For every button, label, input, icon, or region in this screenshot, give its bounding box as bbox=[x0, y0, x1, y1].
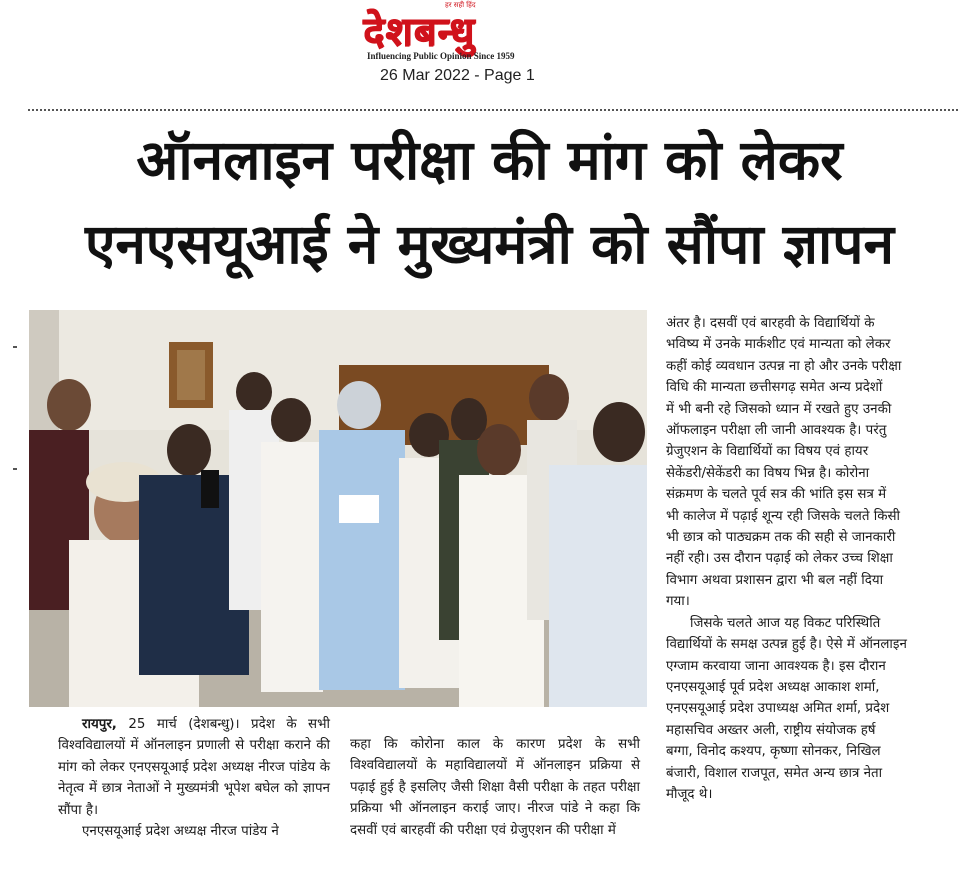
article-line: विधि की मान्यता छत्तीसगढ़ समेत अन्य प्रदेशों bbox=[666, 380, 883, 396]
article-line: मौजूद थे। bbox=[666, 786, 713, 802]
article-line: नहीं रही। उस दौरान पढ़ाई को लेकर उच्च शिक्षा bbox=[666, 551, 893, 567]
group-photo-icon bbox=[29, 310, 647, 707]
article-line: सेकेंडरी/सेकेंडरी का विषय भिन्न है। कोरोना bbox=[666, 465, 870, 481]
headline-line-1: ऑनलाइन परीक्षा की मांग को लेकर bbox=[136, 128, 843, 192]
article-line: एनएसयूआई प्रदेश उपाध्यक्ष अमित शर्मा, प्रदेश bbox=[666, 701, 890, 717]
article-column-1 bbox=[58, 714, 330, 842]
masthead bbox=[0, 0, 959, 100]
article-line: बंजारी, विशाल राजपूत, समेत अन्य छात्र नेता bbox=[666, 765, 883, 781]
news-photo bbox=[29, 310, 647, 707]
article-line: भी कालेज में पढ़ाई शून्य रही जिसके चलते किसी bbox=[666, 508, 900, 524]
article-line: गया। bbox=[666, 594, 690, 610]
article-line: ऑफलाइन परीक्षा ली जानी आवश्यक है। परंतु bbox=[666, 423, 887, 439]
headline bbox=[20, 118, 959, 286]
article-lead-text: 25 मार्च (देशबन्धु)। प्रदेश के सभी विश्वविद्यालयों में ऑनलाइन प्रणाली से परीक्षा कराने की मांग को लेकर एनएसयूआई प्रदेश अध्यक्ष नीरज पांडेय के नेतृत्व में छात्र नेताओं ने मुख्यमंत्री भूपेश बघेल को ज्ञापन सौंपा है। bbox=[58, 717, 330, 818]
article-paragraph bbox=[58, 714, 330, 821]
margin-mark bbox=[13, 346, 17, 348]
article-column-3 bbox=[666, 313, 959, 805]
article-line: में भी बनी रहे जिसको ध्यान में रखते हुए उनकी bbox=[666, 401, 892, 417]
article-line: भी छात्र को पाठ्यक्रम तक की सही से जानकारी bbox=[666, 530, 896, 546]
margin-mark bbox=[13, 468, 17, 470]
article-column-2 bbox=[350, 734, 640, 841]
article-line: विभाग अथवा प्रशासन द्वारा भी बल नहीं दिया bbox=[666, 572, 884, 588]
article-paragraph: कहा कि कोरोना काल के कारण प्रदेश के सभी विश्वविद्यालयों के महाविद्यालयों में ऑनलाइन प्रक्रिया से पढ़ाई हुई है इसलिए जैसी शिक्षा वैसी परीक्षा के तहत परीक्षा प्रक्रिया भी ऑनलाइन कराई जाए। नीरज पांडे ने कहा कि दसवीं एवं बारहवीं की परीक्षा एवं ग्रेजुएशन की परीक्षा में bbox=[350, 737, 640, 838]
article-line: भविष्य में उनके मार्कशीट एवं मान्यता को लेकर bbox=[666, 337, 891, 353]
article-line: संक्रमण के चलते पूर्व सत्र की भांति इस सत्र में bbox=[666, 487, 887, 503]
article-line: ग्रेजुएशन के विद्यार्थियों का विषय एवं हायर bbox=[666, 444, 869, 460]
dotted-divider bbox=[28, 109, 958, 111]
headline-line-2: एनएसयूआई ने मुख्यमंत्री को सौंपा ज्ञापन bbox=[84, 212, 895, 276]
article-line: अंतर है। दसवीं एवं बारहवी के विद्यार्थियों के bbox=[666, 316, 875, 331]
newspaper-logo: देशबन्धु bbox=[363, 9, 475, 55]
article-line: विद्यार्थियों के समक्ष उत्पन्न हुई है। ऐसे में ऑनलाइन bbox=[666, 637, 907, 653]
article-line: बग्गा, विनोद कश्यप, कृष्णा सोनकर, निखिल bbox=[666, 744, 881, 760]
article-line: कहीं कोई व्यवधान उत्पन्न ना हो और उनके परीक्षा bbox=[666, 358, 902, 374]
dateline: 26 Mar 2022 - Page 1 bbox=[380, 67, 535, 84]
article-line: जिसके चलते आज यह विकट परिस्थिति bbox=[690, 615, 881, 631]
logo-top-text: हर सही हिंद bbox=[445, 1, 476, 9]
article-line: एनएसयूआई पूर्व प्रदेश अध्यक्ष आकाश शर्मा, bbox=[666, 679, 880, 695]
article-dateline-city: रायपुर, bbox=[82, 717, 117, 732]
tagline: Influencing Public Opinion Since 1959 bbox=[367, 51, 515, 61]
article-line: महासचिव अख्तर अली, राष्ट्रीय संयोजक हर्ष bbox=[666, 722, 876, 738]
article-line: एग्जाम करवाया जाना आवश्यक है। इस दौरान bbox=[666, 658, 886, 674]
article-paragraph: एनएसयूआई प्रदेश अध्यक्ष नीरज पांडेय ने bbox=[82, 824, 279, 840]
